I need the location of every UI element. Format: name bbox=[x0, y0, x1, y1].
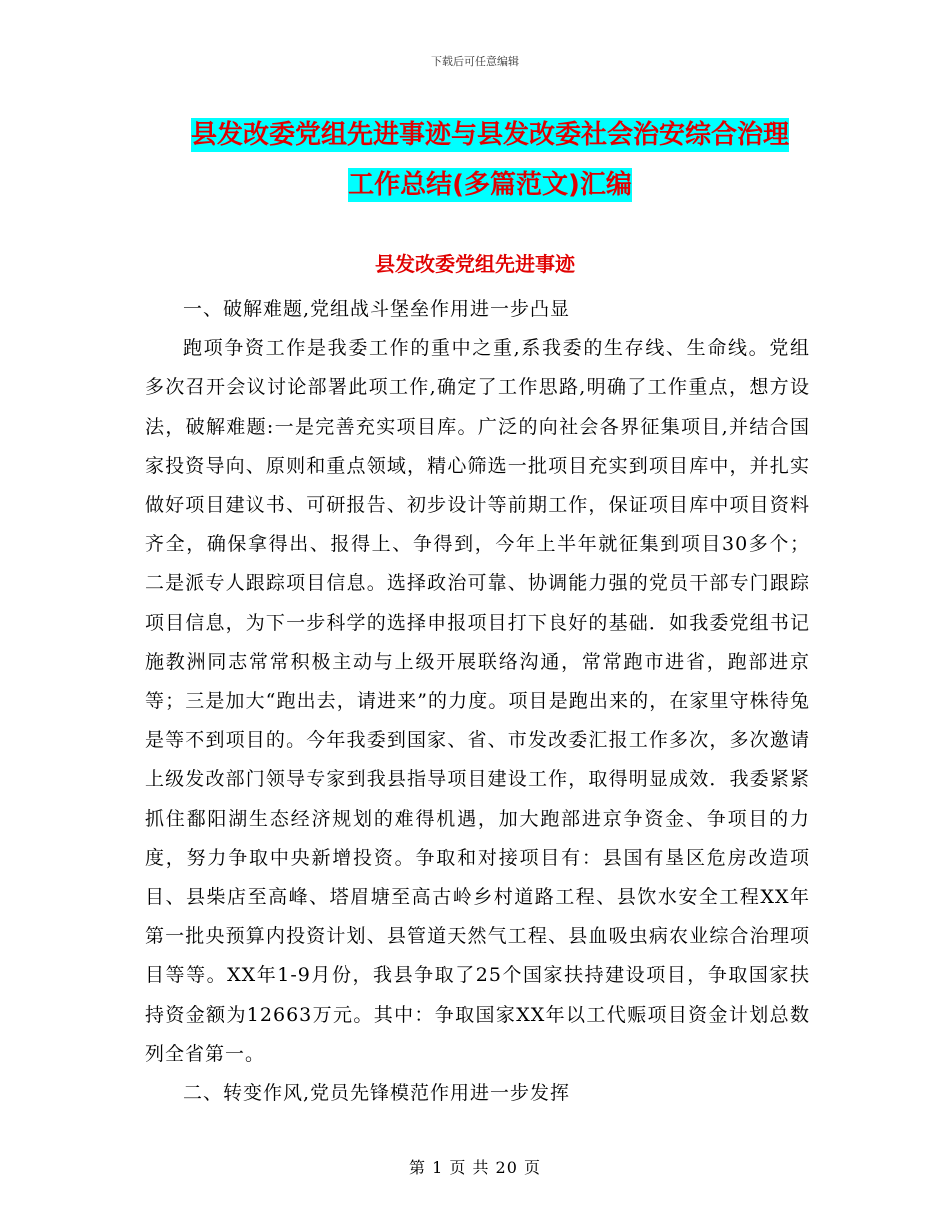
paragraph-heading-2: 二、转变作风,党员先锋模范作用进一步发挥 bbox=[183, 1082, 571, 1105]
document-title bbox=[145, 110, 835, 210]
document-title-line1: 县发改委党组先进事迹与县发改委社会治安综合治理 bbox=[190, 120, 789, 150]
document-title-line2: 工作总结(多篇范文)汇编 bbox=[348, 170, 632, 200]
page-footer: 第 1 页 共 20 页 bbox=[409, 1158, 541, 1177]
section-title: 县发改委党组先进事迹 bbox=[375, 252, 575, 276]
paragraph-heading-1: 一、破解难题,党组战斗堡垒作用进一步凸显 bbox=[183, 298, 571, 320]
header-note: 下载后可任意编辑 bbox=[431, 55, 519, 68]
document-body bbox=[145, 290, 810, 1113]
paragraph-body: 跑项争资工作是我委工作的重中之重,系我委的生存线、生命线。党组多次召开会议讨论部署此项工作,确定了工作思路,明确了工作重点，想方设法，破解难题:一是完善充实项目库。广泛的向社会各界征集项目,并结合国家投资导向、原则和重点领域，精心筛选一批项目充实到项目库中，并扎实做好项目建议书、可研报告、初步设计等前期工作，保证项目库中项目资料齐全，确保拿得出、报得上、争得到，今年上半年就征集到项目30多个；二是派专人跟踪项目信息。选择政治可靠、协调能力强的党员干部专门跟踪项目信息，为下一步科学的选择申报项目打下良好的基础．如我委党组书记施教洲同志常常积极主动与上级开展联络沟通，常常跑市进省，跑部进京等；三是加大“跑出去，请进来”的力度。项目是跑出来的，在家里守株待兔是等不到项目的。今年我委到国家、省、市发改委汇报工作多次，多次邀请上级发改部门领导专家到我县指导项目建设工作，取得明显成效．我委紧紧抓住鄱阳湖生态经济规划的难得机遇，加大跑部进京争资金、争项目的力度，努力争取中央新增投资。争取和对接项目有：县国有垦区危房改造项目、县柴店至高峰、塔眉塘至高古岭乡村道路工程、县饮水安全工程XX年第一批央预算内投资计划、县管道天然气工程、县血吸虫病农业综合治理项目等等。XX年1-9月份，我县争取了25个国家扶持建设项目，争取国家扶持资金额为12663万元。其中：争取国家XX年以工代赈项目资金计划总数列全省第一。 bbox=[145, 337, 810, 1065]
